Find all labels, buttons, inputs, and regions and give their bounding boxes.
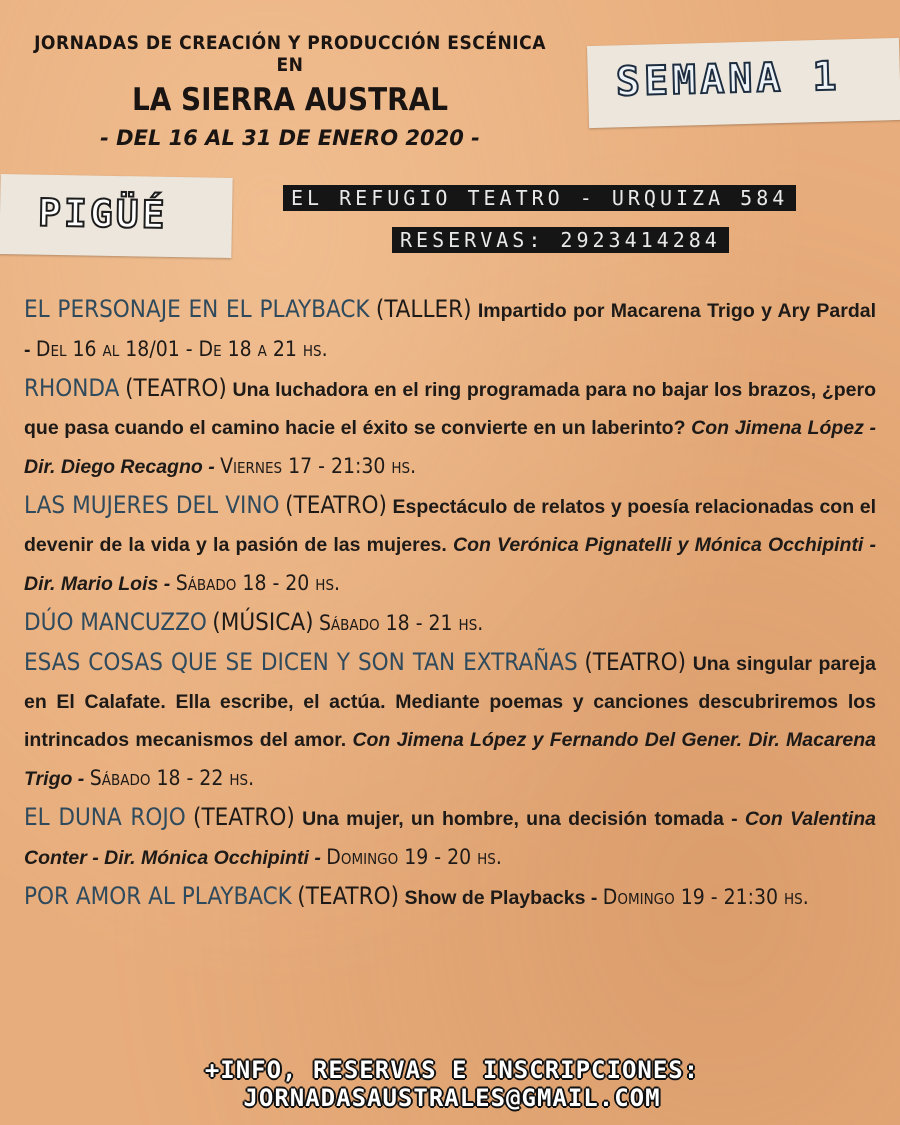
event-date: Sábado 18 - 21 hs. (318, 611, 484, 635)
event-item (24, 603, 876, 643)
event-item (24, 643, 876, 798)
event-description: Una singular pareja en El Calafate. Ella escribe, el actúa. Mediante poemas y canciones descubriremos los intrincados mecanismos del amor. (24, 653, 877, 751)
header-title: LA SIERRA AUSTRAL (131, 82, 449, 118)
event-item (24, 486, 876, 603)
event-date: Domingo 19 - 20 hs. (326, 845, 502, 869)
event-description: Una mujer, un hombre, una decisión tomada - (302, 808, 738, 830)
event-item (24, 290, 876, 369)
event-title: DÚO MANCUZZO (24, 608, 207, 636)
event-description: Impartido por Macarena Trigo y Ary Pardal - (24, 300, 877, 361)
event-category: (TEATRO) (297, 882, 400, 910)
poster-header (20, 32, 560, 150)
week-label: SEMANA 1 (615, 53, 842, 106)
header-line-1: JORNADAS DE CREACIÓN Y PRODUCCIÓN ESCÉNICA EN (34, 32, 546, 76)
event-item (24, 877, 876, 917)
header-dates: - DEL 16 AL 31 DE ENERO 2020 - (100, 126, 480, 150)
city-label: PIGÜÉ (37, 190, 168, 237)
contact-footer: +INFO, RESERVAS E INSCRIPCIONES: JORNADASAUSTRALES@GMAIL.COM (204, 1056, 700, 1112)
event-category: (TEATRO) (584, 648, 687, 676)
event-description: Una luchadora en el ring programada para no bajar los brazos, ¿pero que pasa cuando el camino hacie el éxito se convierte en un laberinto? (24, 379, 876, 439)
event-list (24, 290, 876, 917)
event-description: Espectáculo de relatos y poesía relacionadas con el devenir de la vida y la pasión de las mujeres. (24, 496, 876, 556)
venue-reservations: RESERVAS: 2923414284 (392, 227, 729, 253)
event-category: (TEATRO) (125, 374, 227, 402)
event-date: Viernes 17 - 21:30 hs. (220, 454, 417, 478)
event-category: (TEATRO) (285, 491, 387, 519)
event-description: Show de Playbacks - (404, 887, 598, 909)
event-credits: Con Verónica Pignatelli y Mónica Occhipinti - Dir. Mario Lois - (24, 534, 877, 595)
city-tape (0, 174, 233, 258)
event-date: Domingo 19 - 21:30 hs. (602, 885, 809, 909)
event-credits: Con Valentina Conter - Dir. Mónica Occhipinti - (24, 808, 876, 869)
event-title: POR AMOR AL PLAYBACK (24, 882, 292, 910)
event-item (24, 369, 876, 486)
event-title: EL PERSONAJE EN EL PLAYBACK (24, 295, 370, 323)
event-title: RHONDA (24, 374, 120, 402)
event-category: (TALLER) (375, 295, 472, 323)
week-tape (587, 38, 900, 128)
event-credits: Con Jimena López y Fernando Del Gener. Dir. Macarena Trigo - (24, 729, 876, 790)
event-date: Del 16 al 18/01 - De 18 a 21 hs. (35, 337, 328, 361)
event-title: ESAS COSAS QUE SE DICEN Y SON TAN EXTRAÑAS (24, 648, 578, 676)
event-title: LAS MUJERES DEL VINO (24, 491, 280, 519)
event-category: (TEATRO) (193, 803, 295, 831)
venue-address: EL REFUGIO TEATRO - URQUIZA 584 (283, 185, 796, 211)
event-title: EL DUNA ROJO (24, 803, 186, 831)
event-category: (MÚSICA) (212, 608, 314, 636)
event-item (24, 798, 876, 877)
event-credits: Con Jimena López - Dir. Diego Recagno - (24, 417, 877, 478)
event-date: Sábado 18 - 22 hs. (89, 766, 255, 790)
event-date: Sábado 18 - 20 hs. (175, 571, 341, 595)
